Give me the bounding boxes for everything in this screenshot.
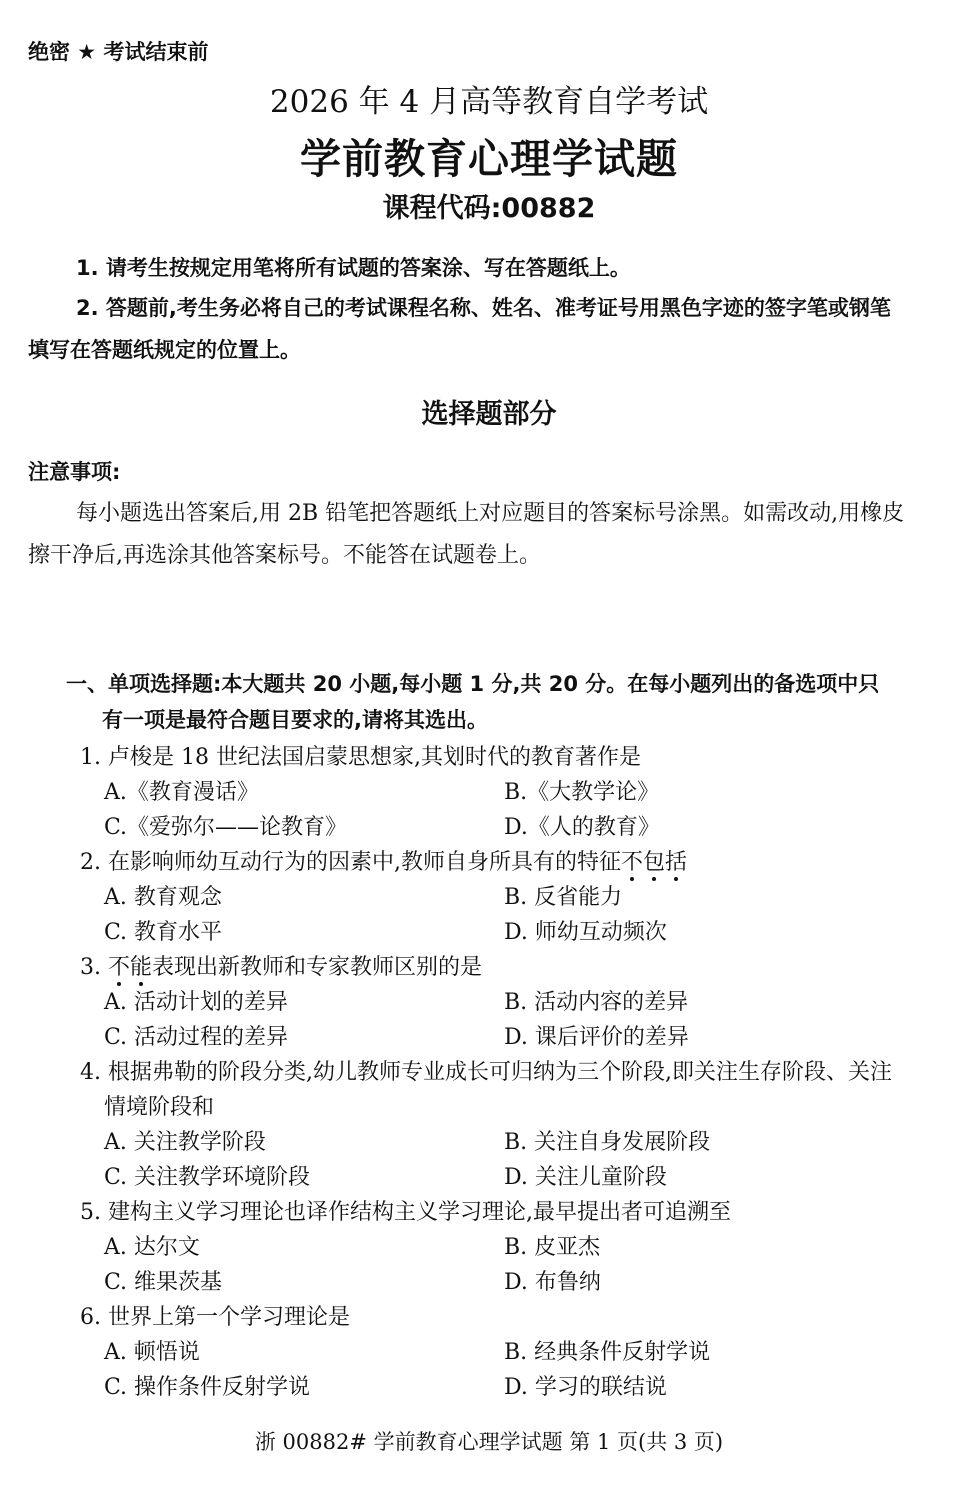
question-6-option-c: C. 操作条件反射学说 — [104, 1375, 311, 1400]
notice-line-2: 擦干净后,再选涂其他答案标号。不能答在试题卷上。 — [28, 543, 541, 568]
question-3-option-d: D. 课后评价的差异 — [504, 1025, 689, 1050]
question-1-stem: 1. 卢梭是 18 世纪法国启蒙思想家,其划时代的教育著作是 — [80, 745, 641, 770]
question-6-option-d: D. 学习的联结说 — [504, 1375, 667, 1400]
emphasis-char: 能 — [130, 950, 152, 981]
question-6-option-a: A. 顿悟说 — [104, 1340, 200, 1365]
question-4-stem: 4. 根据弗勒的阶段分类,幼儿教师专业成长可归纳为三个阶段,即关注生存阶段、关注 — [80, 1060, 892, 1085]
exam-title: 2026 年 4 月高等教育自学考试 — [269, 84, 709, 120]
question-3-option-c: C. 活动过程的差异 — [104, 1025, 289, 1050]
question-5-option-b: B. 皮亚杰 — [504, 1235, 601, 1260]
page-footer: 浙 00882# 学前教育心理学试题 第 1 页(共 3 页) — [254, 1430, 724, 1454]
question-4-stem-continued: 情境阶段和 — [104, 1095, 215, 1120]
part-heading-line-1: 一、单项选择题:本大题共 20 小题,每小题 1 分,共 20 分。在每小题列出的备选项中只 — [66, 672, 880, 696]
question-4-option-a: A. 关注教学阶段 — [104, 1130, 266, 1155]
question-4-option-c: C. 关注教学环境阶段 — [104, 1165, 311, 1190]
emphasis-char: 括 — [665, 845, 687, 876]
question-5-option-c: C. 维果茨基 — [104, 1270, 223, 1295]
question-2-stem-text: 2. 在影响师幼互动行为的因素中,教师自身所具有的特征 — [80, 850, 621, 875]
instruction-1: 1. 请考生按规定用笔将所有试题的答案涂、写在答题纸上。 — [76, 256, 631, 280]
section-title: 选择题部分 — [421, 399, 557, 430]
question-4-option-d: D. 关注儿童阶段 — [504, 1165, 667, 1190]
question-1-option-c: C.《爱弥尔——论教育》 — [104, 815, 348, 840]
emphasis-char: 不 — [108, 950, 130, 981]
question-5-option-d: D. 布鲁纳 — [504, 1270, 601, 1295]
question-4-option-b: B. 关注自身发展阶段 — [504, 1130, 711, 1155]
notice-line-1: 每小题选出答案后,用 2B 铅笔把答题纸上对应题目的答案标号涂黑。如需改动,用橡皮 — [76, 501, 905, 526]
instruction-2-continued: 填写在答题纸规定的位置上。 — [28, 338, 301, 362]
question-3-option-a: A. 活动计划的差异 — [104, 990, 288, 1015]
question-5-stem: 5. 建构主义学习理论也译作结构主义学习理论,最早提出者可追溯至 — [80, 1200, 731, 1225]
subject-title: 学前教育心理学试题 — [300, 135, 678, 183]
question-2-option-c: C. 教育水平 — [104, 920, 223, 945]
question-3-number: 3. — [80, 955, 108, 980]
question-1-option-b: B.《大教学论》 — [504, 780, 660, 805]
question-2-option-d: D. 师幼互动频次 — [504, 920, 667, 945]
course-code: 课程代码:00882 — [382, 193, 596, 224]
question-2-stem — [80, 845, 687, 876]
question-3-stem-text: 表现出新教师和专家教师区别的是 — [152, 955, 483, 980]
question-3-option-b: B. 活动内容的差异 — [504, 990, 689, 1015]
question-3-stem — [80, 950, 482, 981]
confidential-label: 绝密 ★ 考试结束前 — [28, 40, 209, 64]
emphasis-char: 不 — [621, 845, 643, 876]
question-6-stem: 6. 世界上第一个学习理论是 — [80, 1305, 350, 1330]
question-6-option-b: B. 经典条件反射学说 — [504, 1340, 711, 1365]
instruction-2: 2. 答题前,考生务必将自己的考试课程名称、姓名、准考证号用黑色字迹的签字笔或钢笔 — [76, 296, 891, 320]
question-1-option-d: D.《人的教育》 — [504, 815, 660, 840]
question-2-option-b: B. 反省能力 — [504, 885, 623, 910]
emphasis-char: 包 — [643, 845, 665, 876]
question-1-option-a: A.《教育漫话》 — [104, 780, 259, 805]
part-heading-line-2: 有一项是最符合题目要求的,请将其选出。 — [102, 708, 488, 732]
question-5-option-a: A. 达尔文 — [104, 1235, 200, 1260]
question-2-option-a: A. 教育观念 — [104, 885, 222, 910]
notice-heading: 注意事项: — [28, 460, 121, 484]
